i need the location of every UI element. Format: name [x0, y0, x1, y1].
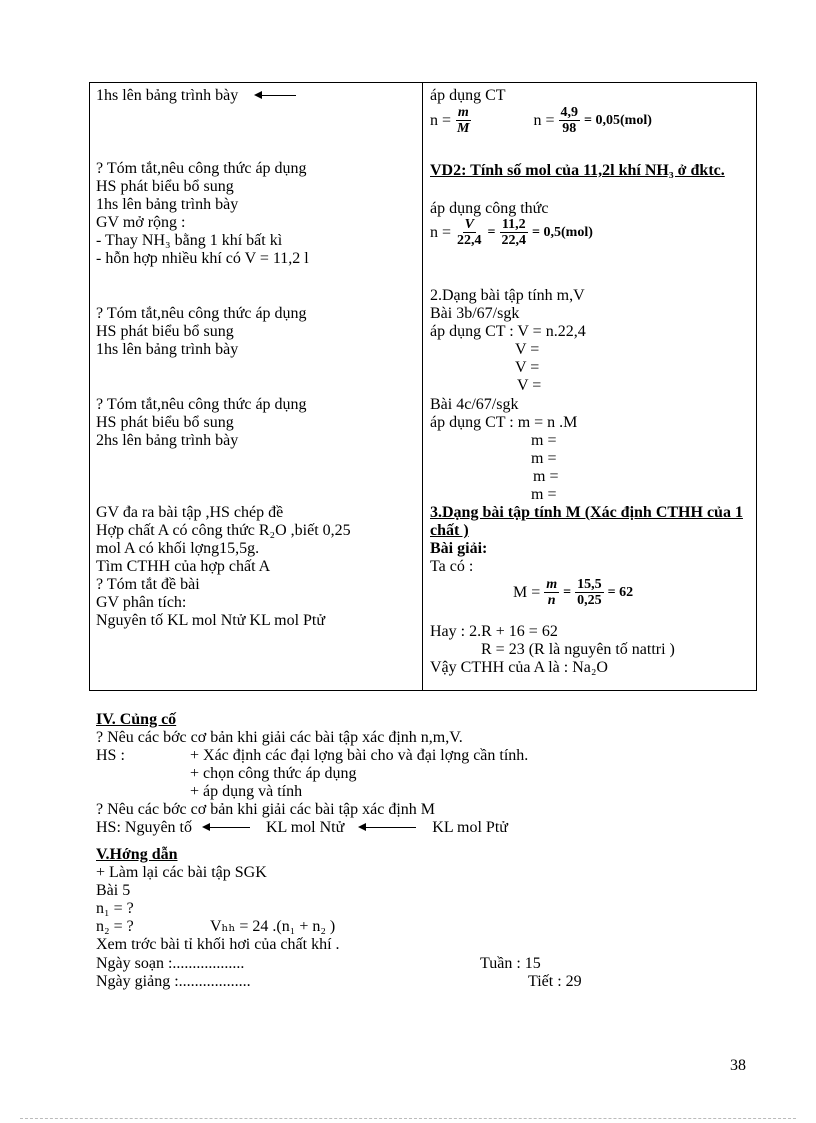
- period-number: Tiết : 29: [528, 973, 582, 990]
- left-row3-line3: 1hs lên bảng trình bày: [96, 341, 239, 358]
- section-4-question-2: ? Nêu các bớc cơ bản khi giải các bài tập xác định M: [96, 801, 435, 818]
- left-row5-line6: GV phân tích:: [96, 594, 187, 611]
- content-column: [423, 83, 757, 691]
- apply-ct-2: áp dụng công thức: [430, 200, 549, 217]
- section-5-line-2: Bài 5: [96, 882, 131, 899]
- v-line-3: V =: [517, 377, 542, 394]
- fraction-11-2-over-22-4: $\frac{11,2}{22,4}$: [501, 217, 527, 248]
- prep-date: Ngày soạn :..................: [96, 955, 245, 972]
- type3-heading: 3.Dạng bài tập tính M (Xác định CTHH của 1 chất ): [430, 504, 743, 539]
- section-4-step-3: + áp dụng và tính: [190, 783, 303, 800]
- left-row1: 1hs lên bảng trình bày: [96, 87, 300, 105]
- arrow-left-icon: [360, 827, 416, 829]
- arrow-left-icon: [204, 827, 250, 829]
- fraction-15-5-over-0-25: $\frac{15,5}{0,25}$: [577, 577, 602, 608]
- section-5-line-1: + Làm lại các bài tập SGK: [96, 864, 267, 881]
- result-0-5: = 0,5(mol): [532, 225, 593, 240]
- section-5-line-5: Xem trớc bài tỉ khối hơi của chất khí .: [96, 936, 340, 953]
- section-5-line-4a: n₂ = ?: [96, 918, 134, 935]
- v-line-1: V =: [515, 341, 540, 358]
- left-row5-line5: ? Tóm tắt đề bài: [96, 576, 200, 593]
- formula-n-m-M: n = $\frac{m}{M}$ n = $\frac{4,9}{98}$ = 0,05(mol): [430, 105, 652, 136]
- left-row2-line1: ? Tóm tắt,nêu công thức áp dụng: [96, 160, 307, 177]
- formula-M: M = $\frac{m}{n}$ = $\frac{15,5}{0,25}$ = 62: [513, 577, 634, 608]
- formula-n-V: n = $\frac{V}{22,4}$ = $\frac{11,2}{22,4}$ = 0,5(mol): [430, 217, 593, 248]
- footer-divider: [20, 1118, 796, 1119]
- left-row2-line2: HS phát biểu bổ sung: [96, 178, 234, 195]
- left-row2-line3: 1hs lên bảng trình bày: [96, 196, 239, 213]
- left-row5-line7: Nguyên tố KL mol Ntử KL mol Ptử: [96, 612, 326, 629]
- solution-label: Bài giải:: [430, 540, 488, 557]
- apply-ct-4: áp dụng CT : m = n .M: [430, 414, 578, 431]
- m-line-1: m =: [531, 432, 557, 449]
- teach-date: Ngày giảng :..................: [96, 973, 251, 990]
- section-4-step-2: + chọn công thức áp dụng: [190, 765, 357, 782]
- left-row5-line1: GV đa ra bài tập ,HS chép đề: [96, 504, 284, 521]
- left-row2-line5: - Thay NH₃ bằng 1 khí bất kì: [96, 232, 283, 249]
- exercise-3b: Bài 3b/67/sgk: [430, 305, 520, 322]
- left-row5-line3: mol A có khối lợng15,5g.: [96, 540, 260, 557]
- m-line-2: m =: [531, 450, 557, 467]
- page-number: 38: [730, 1057, 746, 1074]
- lesson-table: [89, 82, 757, 691]
- left-row4-line2: HS phát biểu bổ sung: [96, 414, 234, 431]
- result-62: = 62: [607, 585, 634, 600]
- section-4-question-1: ? Nêu các bớc cơ bản khi giải các bài tập xác định n,m,V.: [96, 729, 463, 746]
- left-row2-line4: GV mở rộng :: [96, 214, 186, 231]
- week-number: Tuần : 15: [480, 955, 541, 972]
- section-4-title: IV. Củng cố: [96, 711, 177, 728]
- section-5-line-3: n₁ = ?: [96, 900, 134, 917]
- left-row5-line2: Hợp chất A có công thức R₂O ,biết 0,25: [96, 522, 351, 539]
- m-line-4: m =: [531, 486, 557, 503]
- fraction-4-9-over-98: $\frac{4,9}{98}$: [560, 105, 579, 136]
- taco-label: Ta có :: [430, 558, 474, 575]
- v-line-2: V =: [515, 359, 540, 376]
- hay-line: Hay : 2.R + 16 = 62: [430, 623, 558, 640]
- section-5-line-4b: Vₕₕ = 24 .(n₁ + n₂ ): [210, 918, 336, 935]
- left-row4-line3: 2hs lên bảng trình bày: [96, 432, 239, 449]
- apply-ct-3: áp dụng CT : V = n.22,4: [430, 323, 586, 340]
- m-line-3: m =: [533, 468, 559, 485]
- fraction-m-over-n: $\frac{m}{n}$: [546, 577, 558, 608]
- result-0-05: = 0,05(mol): [584, 113, 652, 128]
- exercise-4c: Bài 4c/67/sgk: [430, 396, 519, 413]
- fraction-V-over-22-4: $\frac{V}{22,4}$: [457, 217, 482, 248]
- section-4-hs-chain: HS: Nguyên tố KL mol Ntử KL mol Ptử: [96, 819, 508, 836]
- left-row3-line1: ? Tóm tắt,nêu công thức áp dụng: [96, 305, 307, 322]
- left-row4-line1: ? Tóm tắt,nêu công thức áp dụng: [96, 396, 307, 413]
- type2-heading: 2.Dạng bài tập tính m,V: [430, 287, 585, 304]
- left-row3-line2: HS phát biểu bổ sung: [96, 323, 234, 340]
- section-4-hs-label: HS :: [96, 747, 125, 764]
- fraction-m-over-M: $\frac{m}{M}$: [457, 105, 470, 136]
- example-2-title: VD2: Tính số mol của 11,2l khí NH₃ ở đktc.: [430, 162, 725, 179]
- section-4-step-1: + Xác định các đại lợng bài cho và đại lợng cần tính.: [190, 747, 529, 764]
- apply-ct-1: áp dụng CT: [430, 87, 506, 104]
- left-row2-line6: - hỗn hợp nhiều khí có V = 11,2 l: [96, 250, 309, 267]
- r-equals-23: R = 23 (R là nguyên tố nattri ): [481, 641, 675, 658]
- left-row5-line4: Tìm CTHH của hợp chất A: [96, 558, 271, 575]
- arrow-left-icon: [256, 95, 296, 97]
- conclusion-line: Vậy CTHH của A là : Na₂O: [430, 659, 608, 676]
- section-5-title: V.Hớng dẫn: [96, 846, 178, 863]
- teacher-student-column: [90, 83, 423, 691]
